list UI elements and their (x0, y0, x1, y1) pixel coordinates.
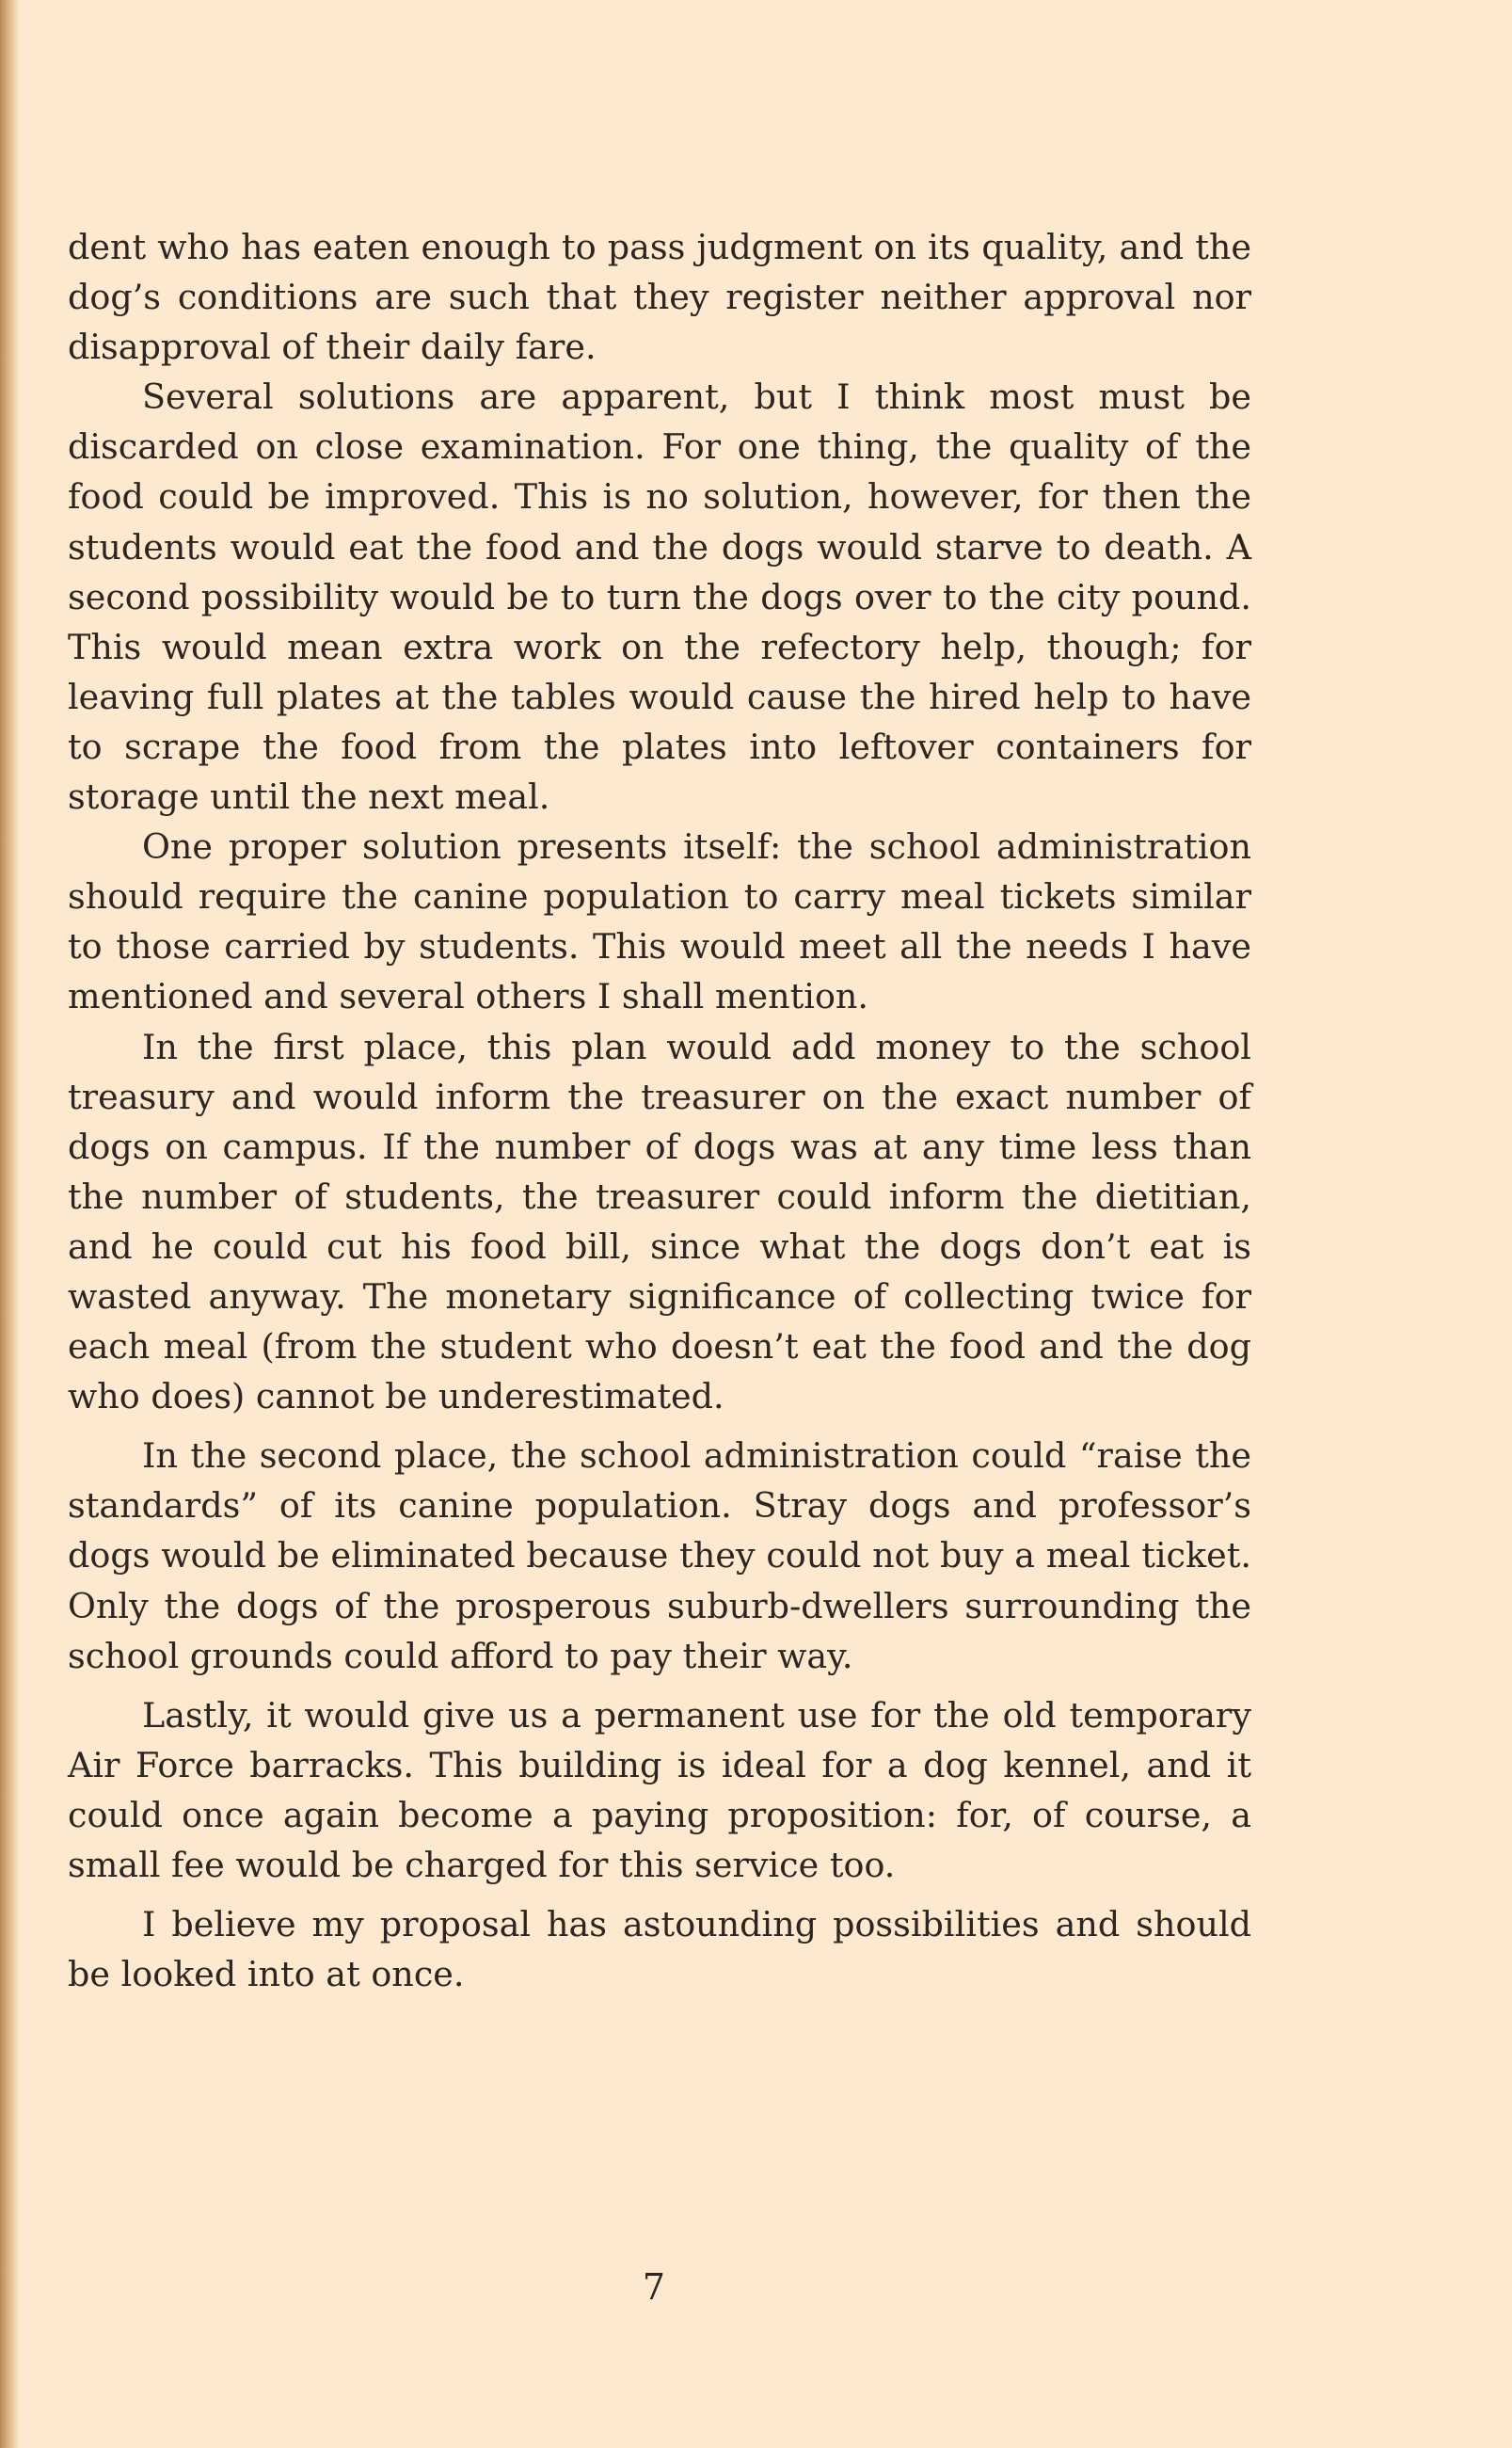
paragraph-lastly: Lastly, it would give us a permanent use for the old temporary Air Force barracks. This building is ideal for a dog kennel, and it could once again become a paying proposition: for, of course, a small fee would be charged for this service too. (68, 1694, 1251, 1885)
page-binding-edge (0, 0, 19, 2448)
paragraph-continuation: dent who has eaten enough to pass judgment on its quality, and the dog’s conditions are such that they register neither approval nor disapproval of their daily fare. (68, 227, 1251, 368)
body-text (68, 222, 1251, 1999)
page-number: 7 (642, 2266, 666, 2308)
paragraph-second-place: In the second place, the school administration could “raise the standards” of its canine population. Stray dogs and professor’s dogs would be eliminated because they could not buy a meal ticket. Only the dogs of the prosperous suburb-dwellers surrounding the school grounds could afford to pay their way. (68, 1435, 1251, 1676)
paragraph-conclusion: I believe my proposal has astounding possibilities and should be looked into at once. (68, 1904, 1251, 1995)
paragraph-solutions: Several solutions are apparent, but I think most must be discarded on close examination. For one thing, the quality of the food could be improved. This is no solution, however, for then the students would eat the food and the dogs would starve to death. A second possibility would be to turn the dogs over to the city pound. This would mean extra work on the refectory help, though; for leaving full plates at the tables would cause the hired help to have to scrape the food from the plates into leftover containers for storage until the next meal. (68, 376, 1251, 818)
paragraph-proper-solution: One proper solution presents itself: the school administration should require the canine population to carry meal tickets similar to those carried by students. This would meet all the needs I have mentioned and several others I shall mention. (68, 826, 1251, 1017)
paragraph-first-place: In the first place, this plan would add money to the school treasury and would inform the treasurer on the exact number of dogs on campus. If the number of dogs was at any time less than the number of students, the treasurer could inform the dietitian, and he could cut his food bill, since what the dogs don’t eat is wasted anyway. The monetary significance of collecting twice for each meal (from the student who doesn’t eat the food and the dog who does) cannot be underestimated. (68, 1026, 1251, 1417)
